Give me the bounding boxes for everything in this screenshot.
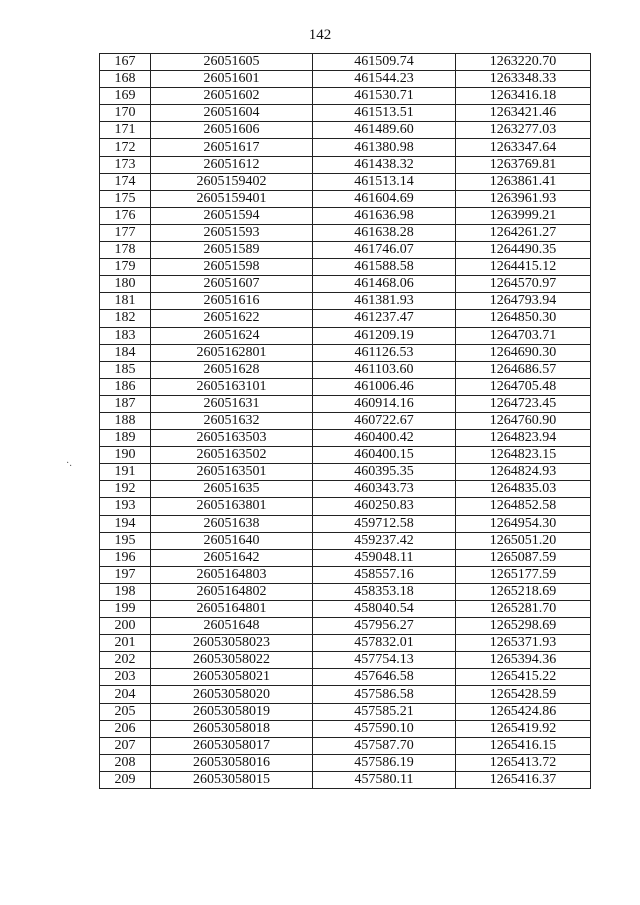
- x-coordinate-cell: 461489.60: [313, 122, 456, 139]
- y-coordinate-cell: 1265218.69: [456, 583, 591, 600]
- point-id-cell: 26051622: [151, 310, 313, 327]
- point-id-cell: 26051635: [151, 481, 313, 498]
- table-row: [100, 430, 591, 447]
- row-index-cell: 181: [100, 293, 151, 310]
- y-coordinate-cell: 1264793.94: [456, 293, 591, 310]
- point-id-cell: 26051642: [151, 549, 313, 566]
- point-id-cell: 2605159402: [151, 173, 313, 190]
- point-id-cell: 26051594: [151, 207, 313, 224]
- y-coordinate-cell: 1264823.15: [456, 447, 591, 464]
- x-coordinate-cell: 461604.69: [313, 190, 456, 207]
- point-id-cell: 26051628: [151, 361, 313, 378]
- table-row: [100, 635, 591, 652]
- point-id-cell: 26053058019: [151, 703, 313, 720]
- coordinates-table: [99, 53, 591, 789]
- margin-mark: ·.: [66, 458, 72, 469]
- table-row: [100, 139, 591, 156]
- point-id-cell: 26051601: [151, 71, 313, 88]
- row-index-cell: 182: [100, 310, 151, 327]
- row-index-cell: 177: [100, 224, 151, 241]
- row-index-cell: 196: [100, 549, 151, 566]
- table-row: [100, 771, 591, 788]
- point-id-cell: 26051612: [151, 156, 313, 173]
- row-index-cell: 168: [100, 71, 151, 88]
- row-index-cell: 169: [100, 88, 151, 105]
- y-coordinate-cell: 1264705.48: [456, 378, 591, 395]
- y-coordinate-cell: 1265419.92: [456, 720, 591, 737]
- point-id-cell: 2605162801: [151, 344, 313, 361]
- point-id-cell: 26053058017: [151, 737, 313, 754]
- point-id-cell: 26053058016: [151, 754, 313, 771]
- table-row: [100, 105, 591, 122]
- row-index-cell: 187: [100, 395, 151, 412]
- row-index-cell: 167: [100, 54, 151, 71]
- table-row: [100, 190, 591, 207]
- point-id-cell: 2605164802: [151, 583, 313, 600]
- point-id-cell: 26051607: [151, 276, 313, 293]
- table-row: [100, 703, 591, 720]
- point-id-cell: 26053058023: [151, 635, 313, 652]
- point-id-cell: 26051632: [151, 412, 313, 429]
- table-row: [100, 224, 591, 241]
- x-coordinate-cell: 457754.13: [313, 652, 456, 669]
- table-row: [100, 395, 591, 412]
- row-index-cell: 170: [100, 105, 151, 122]
- x-coordinate-cell: 460343.73: [313, 481, 456, 498]
- point-id-cell: 26051638: [151, 515, 313, 532]
- table-row: [100, 566, 591, 583]
- row-index-cell: 175: [100, 190, 151, 207]
- point-id-cell: 26051624: [151, 327, 313, 344]
- row-index-cell: 189: [100, 430, 151, 447]
- row-index-cell: 193: [100, 498, 151, 515]
- row-index-cell: 176: [100, 207, 151, 224]
- table-row: [100, 310, 591, 327]
- point-id-cell: 2605164801: [151, 601, 313, 618]
- y-coordinate-cell: 1264823.94: [456, 430, 591, 447]
- y-coordinate-cell: 1265416.37: [456, 771, 591, 788]
- table-row: [100, 583, 591, 600]
- row-index-cell: 199: [100, 601, 151, 618]
- point-id-cell: 26051593: [151, 224, 313, 241]
- row-index-cell: 173: [100, 156, 151, 173]
- y-coordinate-cell: 1264835.03: [456, 481, 591, 498]
- table-row: [100, 464, 591, 481]
- row-index-cell: 179: [100, 259, 151, 276]
- x-coordinate-cell: 460722.67: [313, 412, 456, 429]
- point-id-cell: 26051606: [151, 122, 313, 139]
- y-coordinate-cell: 1265298.69: [456, 618, 591, 635]
- x-coordinate-cell: 461544.23: [313, 71, 456, 88]
- x-coordinate-cell: 457586.19: [313, 754, 456, 771]
- table-row: [100, 259, 591, 276]
- table-row: [100, 481, 591, 498]
- row-index-cell: 209: [100, 771, 151, 788]
- point-id-cell: 26051589: [151, 242, 313, 259]
- point-id-cell: 2605163503: [151, 430, 313, 447]
- row-index-cell: 184: [100, 344, 151, 361]
- table-row: [100, 71, 591, 88]
- row-index-cell: 195: [100, 532, 151, 549]
- point-id-cell: 26051598: [151, 259, 313, 276]
- x-coordinate-cell: 461126.53: [313, 344, 456, 361]
- x-coordinate-cell: 461513.14: [313, 173, 456, 190]
- y-coordinate-cell: 1265281.70: [456, 601, 591, 618]
- row-index-cell: 183: [100, 327, 151, 344]
- row-index-cell: 200: [100, 618, 151, 635]
- row-index-cell: 207: [100, 737, 151, 754]
- row-index-cell: 201: [100, 635, 151, 652]
- y-coordinate-cell: 1265394.36: [456, 652, 591, 669]
- row-index-cell: 178: [100, 242, 151, 259]
- row-index-cell: 204: [100, 686, 151, 703]
- y-coordinate-cell: 1264850.30: [456, 310, 591, 327]
- x-coordinate-cell: 461237.47: [313, 310, 456, 327]
- table-row: [100, 54, 591, 71]
- table-row: [100, 412, 591, 429]
- y-coordinate-cell: 1263421.46: [456, 105, 591, 122]
- point-id-cell: 26053058018: [151, 720, 313, 737]
- table-row: [100, 549, 591, 566]
- y-coordinate-cell: 1264261.27: [456, 224, 591, 241]
- table-row: [100, 447, 591, 464]
- x-coordinate-cell: 461509.74: [313, 54, 456, 71]
- table-row: [100, 276, 591, 293]
- table-row: [100, 737, 591, 754]
- row-index-cell: 171: [100, 122, 151, 139]
- table-row: [100, 686, 591, 703]
- x-coordinate-cell: 457590.10: [313, 720, 456, 737]
- table-row: [100, 88, 591, 105]
- y-coordinate-cell: 1265413.72: [456, 754, 591, 771]
- point-id-cell: 26051648: [151, 618, 313, 635]
- table-row: [100, 122, 591, 139]
- x-coordinate-cell: 457585.21: [313, 703, 456, 720]
- table-row: [100, 515, 591, 532]
- table-row: [100, 156, 591, 173]
- point-id-cell: 26051602: [151, 88, 313, 105]
- row-index-cell: 202: [100, 652, 151, 669]
- point-id-cell: 26051604: [151, 105, 313, 122]
- x-coordinate-cell: 457646.58: [313, 669, 456, 686]
- x-coordinate-cell: 457586.58: [313, 686, 456, 703]
- y-coordinate-cell: 1264415.12: [456, 259, 591, 276]
- x-coordinate-cell: 461381.93: [313, 293, 456, 310]
- table-row: [100, 532, 591, 549]
- table-row: [100, 652, 591, 669]
- y-coordinate-cell: 1263348.33: [456, 71, 591, 88]
- table-row: [100, 720, 591, 737]
- x-coordinate-cell: 460400.42: [313, 430, 456, 447]
- point-id-cell: 26051616: [151, 293, 313, 310]
- y-coordinate-cell: 1264760.90: [456, 412, 591, 429]
- y-coordinate-cell: 1263277.03: [456, 122, 591, 139]
- point-id-cell: 2605159401: [151, 190, 313, 207]
- y-coordinate-cell: 1264824.93: [456, 464, 591, 481]
- x-coordinate-cell: 459048.11: [313, 549, 456, 566]
- y-coordinate-cell: 1263861.41: [456, 173, 591, 190]
- y-coordinate-cell: 1265428.59: [456, 686, 591, 703]
- y-coordinate-cell: 1265371.93: [456, 635, 591, 652]
- y-coordinate-cell: 1265087.59: [456, 549, 591, 566]
- point-id-cell: 2605163502: [151, 447, 313, 464]
- x-coordinate-cell: 458353.18: [313, 583, 456, 600]
- point-id-cell: 2605163501: [151, 464, 313, 481]
- x-coordinate-cell: 461103.60: [313, 361, 456, 378]
- x-coordinate-cell: 461209.19: [313, 327, 456, 344]
- table-row: [100, 361, 591, 378]
- row-index-cell: 190: [100, 447, 151, 464]
- row-index-cell: 198: [100, 583, 151, 600]
- y-coordinate-cell: 1264852.58: [456, 498, 591, 515]
- table-row: [100, 498, 591, 515]
- x-coordinate-cell: 461006.46: [313, 378, 456, 395]
- x-coordinate-cell: 457587.70: [313, 737, 456, 754]
- row-index-cell: 192: [100, 481, 151, 498]
- row-index-cell: 174: [100, 173, 151, 190]
- x-coordinate-cell: 460914.16: [313, 395, 456, 412]
- row-index-cell: 208: [100, 754, 151, 771]
- y-coordinate-cell: 1265051.20: [456, 532, 591, 549]
- x-coordinate-cell: 461636.98: [313, 207, 456, 224]
- row-index-cell: 203: [100, 669, 151, 686]
- point-id-cell: 26053058015: [151, 771, 313, 788]
- row-index-cell: 185: [100, 361, 151, 378]
- table-row: [100, 601, 591, 618]
- y-coordinate-cell: 1263769.81: [456, 156, 591, 173]
- table-row: [100, 754, 591, 771]
- y-coordinate-cell: 1263416.18: [456, 88, 591, 105]
- x-coordinate-cell: 461530.71: [313, 88, 456, 105]
- y-coordinate-cell: 1265424.86: [456, 703, 591, 720]
- x-coordinate-cell: 461513.51: [313, 105, 456, 122]
- x-coordinate-cell: 457956.27: [313, 618, 456, 635]
- y-coordinate-cell: 1263961.93: [456, 190, 591, 207]
- y-coordinate-cell: 1265415.22: [456, 669, 591, 686]
- x-coordinate-cell: 461746.07: [313, 242, 456, 259]
- point-id-cell: 2605163101: [151, 378, 313, 395]
- y-coordinate-cell: 1264686.57: [456, 361, 591, 378]
- x-coordinate-cell: 459712.58: [313, 515, 456, 532]
- table-row: [100, 207, 591, 224]
- row-index-cell: 186: [100, 378, 151, 395]
- y-coordinate-cell: 1264490.35: [456, 242, 591, 259]
- x-coordinate-cell: 457580.11: [313, 771, 456, 788]
- point-id-cell: 26053058022: [151, 652, 313, 669]
- table-row: [100, 293, 591, 310]
- x-coordinate-cell: 461438.32: [313, 156, 456, 173]
- table-row: [100, 327, 591, 344]
- x-coordinate-cell: 461638.28: [313, 224, 456, 241]
- x-coordinate-cell: 459237.42: [313, 532, 456, 549]
- table-row: [100, 344, 591, 361]
- y-coordinate-cell: 1265416.15: [456, 737, 591, 754]
- y-coordinate-cell: 1263220.70: [456, 54, 591, 71]
- x-coordinate-cell: 461380.98: [313, 139, 456, 156]
- point-id-cell: 2605164803: [151, 566, 313, 583]
- table-row: [100, 378, 591, 395]
- y-coordinate-cell: 1263999.21: [456, 207, 591, 224]
- point-id-cell: 26051640: [151, 532, 313, 549]
- point-id-cell: 26053058021: [151, 669, 313, 686]
- row-index-cell: 194: [100, 515, 151, 532]
- page-number: 142: [308, 27, 332, 43]
- x-coordinate-cell: 458040.54: [313, 601, 456, 618]
- row-index-cell: 180: [100, 276, 151, 293]
- y-coordinate-cell: 1264690.30: [456, 344, 591, 361]
- y-coordinate-cell: 1263347.64: [456, 139, 591, 156]
- table-row: [100, 669, 591, 686]
- x-coordinate-cell: 458557.16: [313, 566, 456, 583]
- x-coordinate-cell: 461588.58: [313, 259, 456, 276]
- x-coordinate-cell: 460250.83: [313, 498, 456, 515]
- coordinates-table-body: [100, 54, 591, 789]
- y-coordinate-cell: 1264723.45: [456, 395, 591, 412]
- table-row: [100, 173, 591, 190]
- x-coordinate-cell: 457832.01: [313, 635, 456, 652]
- row-index-cell: 197: [100, 566, 151, 583]
- row-index-cell: 205: [100, 703, 151, 720]
- x-coordinate-cell: 461468.06: [313, 276, 456, 293]
- point-id-cell: 26051605: [151, 54, 313, 71]
- row-index-cell: 188: [100, 412, 151, 429]
- row-index-cell: 206: [100, 720, 151, 737]
- y-coordinate-cell: 1264954.30: [456, 515, 591, 532]
- point-id-cell: 26051631: [151, 395, 313, 412]
- y-coordinate-cell: 1265177.59: [456, 566, 591, 583]
- table-row: [100, 242, 591, 259]
- point-id-cell: 26051617: [151, 139, 313, 156]
- table-row: [100, 618, 591, 635]
- point-id-cell: 2605163801: [151, 498, 313, 515]
- point-id-cell: 26053058020: [151, 686, 313, 703]
- y-coordinate-cell: 1264570.97: [456, 276, 591, 293]
- row-index-cell: 191: [100, 464, 151, 481]
- x-coordinate-cell: 460395.35: [313, 464, 456, 481]
- x-coordinate-cell: 460400.15: [313, 447, 456, 464]
- y-coordinate-cell: 1264703.71: [456, 327, 591, 344]
- row-index-cell: 172: [100, 139, 151, 156]
